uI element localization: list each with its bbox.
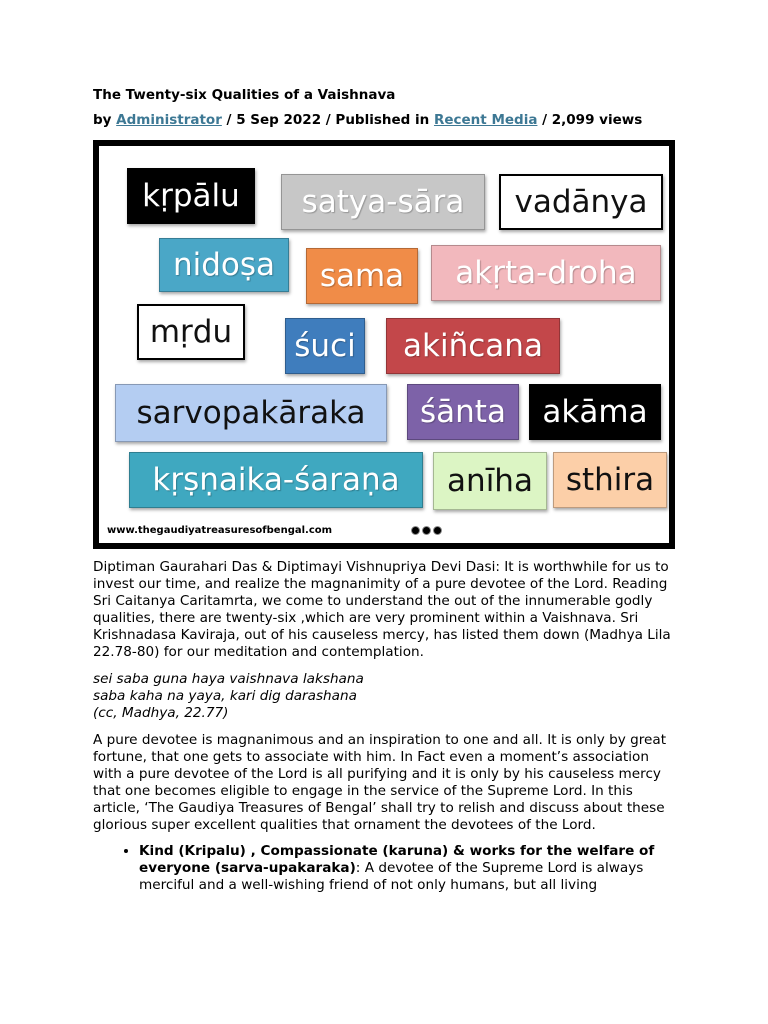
quality-tile: satya-sāra (281, 174, 485, 230)
quality-tile: akāma (529, 384, 661, 440)
quality-tile: sarvopakāraka (115, 384, 387, 442)
quality-tile: sthira (553, 452, 667, 508)
quality-tile: śānta (407, 384, 519, 440)
quality-tile: vadānya (499, 174, 663, 230)
quality-tile: śuci (285, 318, 365, 374)
verse-line-2: saba kaha na yaya, kari dig darashana (93, 688, 357, 704)
qualities-image (93, 140, 675, 549)
quality-tile: kṛpālu (127, 168, 255, 224)
category-link[interactable]: Recent Media (433, 112, 538, 128)
image-dots (411, 526, 442, 535)
dot-icon (433, 526, 442, 535)
intro-paragraph: Diptiman Gaurahari Das & Diptimayi Vishnupriya Devi Dasi: It is worthwhile for us to invest our time, and realize the magnanimity of a pure devotee of the Lord. Reading Sri Caitanya Caritamrta, we come to understand the out of the innumerable godly qualities, there are twenty-six ,which are very prominent within a Vaishnava. Sri Krishnadasa Kaviraja, out of his causeless mercy, has listed them down (Madhya Lila 22.78-80) for our meditation and contemplation. (93, 559, 671, 660)
quality-tile: kṛṣṇaika-śaraṇa (129, 452, 423, 508)
list-item (139, 843, 678, 894)
list-item-heading: Kind (Kripalu) , Compassionate (karuna) & works for the welfare of everyone (sarva-upakaraka) (139, 843, 655, 876)
byline-by: by (93, 112, 112, 128)
image-site-url: www.thegaudiyatreasuresofbengal.com (107, 525, 333, 536)
article-title: The Twenty-six Qualities of a Vaishnava (93, 87, 396, 103)
quality-tile: sama (306, 248, 418, 304)
list-item-text: : A devotee of the Supreme Lord is always merciful and a well-wishing friend of not only humans, but all living (139, 860, 644, 893)
dot-icon (422, 526, 431, 535)
quality-tile: akṛta-droha (431, 245, 661, 301)
byline (93, 112, 678, 129)
byline-date-published: / 5 Sep 2022 / Published in (221, 112, 430, 128)
quality-tile: akiñcana (386, 318, 560, 374)
verse-block (93, 671, 678, 722)
author-link[interactable]: Administrator (116, 112, 222, 128)
dot-icon (411, 526, 420, 535)
byline-views: / 2,099 views (537, 112, 643, 128)
quality-tile: anīha (433, 452, 547, 510)
verse-reference: (cc, Madhya, 22.77) (93, 705, 229, 721)
quality-tile: mṛdu (137, 304, 245, 360)
article (93, 86, 678, 894)
quality-tile: nidoṣa (159, 238, 289, 292)
second-paragraph: A pure devotee is magnanimous and an inspiration to one and all. It is only by great fortune, that one gets to associate with him. In Fact even a moment’s association with a pure devotee of the Lord is all purifying and it is only by his causeless mercy that one becomes eligible to engage in the service of the Supreme Lord. In this article, ‘The Gaudiya Treasures of Bengal’ shall try to relish and discuss about these glorious super excellent qualities that ornament the devotees of the Lord. (93, 732, 667, 833)
verse-line-1: sei saba guna haya vaishnava lakshana (93, 671, 364, 687)
qualities-list (93, 843, 678, 894)
